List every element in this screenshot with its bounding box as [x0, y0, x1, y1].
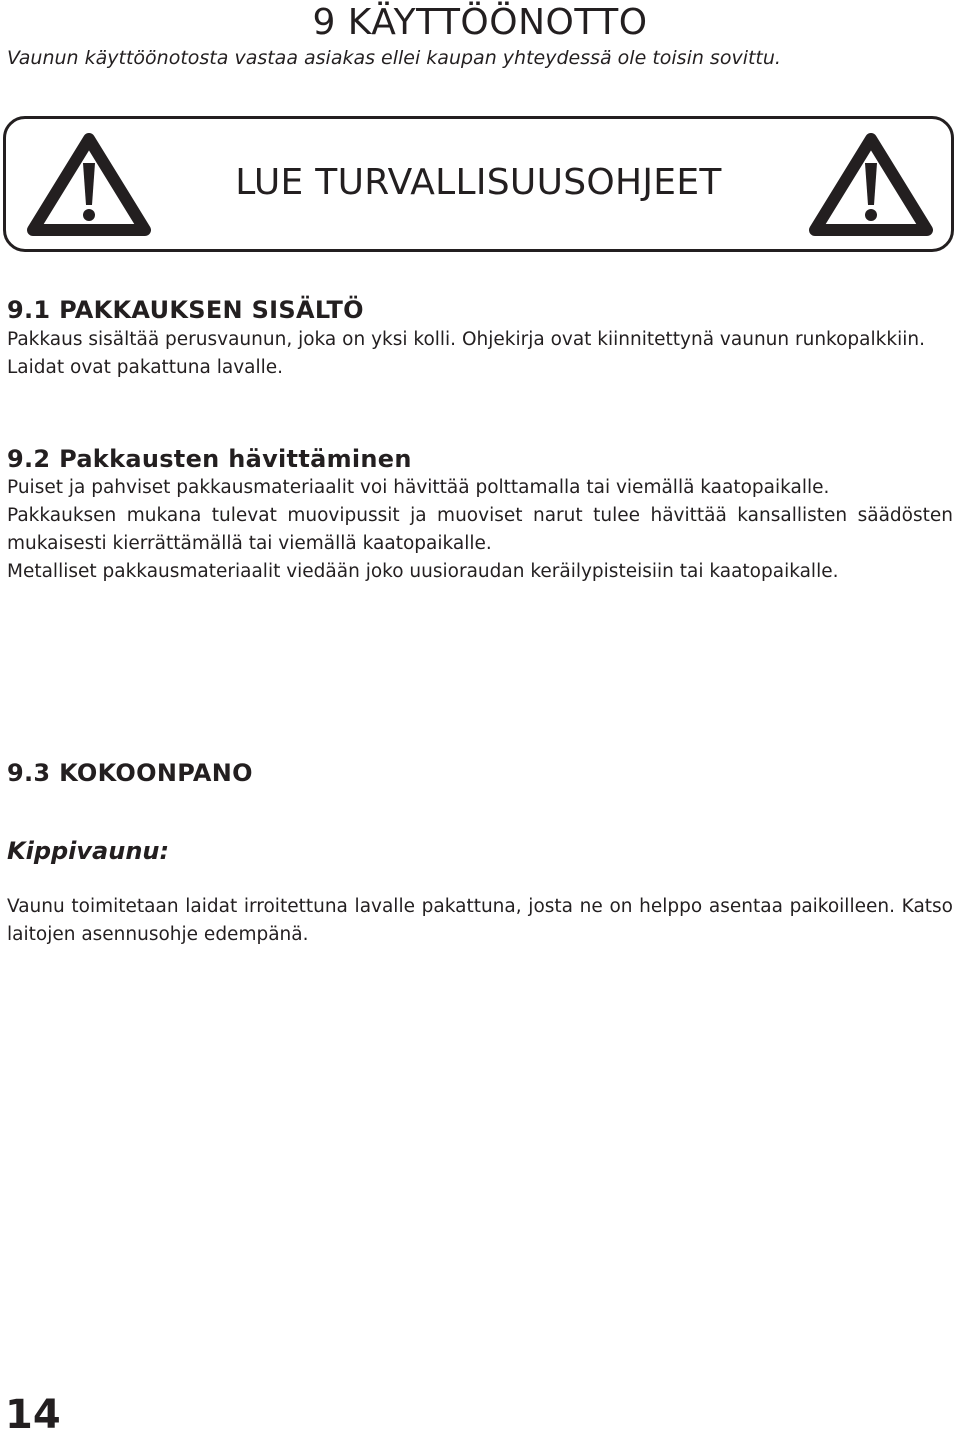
page-title: 9 KÄYTTÖÖNOTTO: [312, 2, 648, 43]
page-number: 14: [5, 1392, 61, 1438]
section-heading-9-2: 9.2 Pakkausten hävittäminen: [7, 445, 412, 473]
warning-triangle-icon: [809, 133, 933, 237]
paragraph-line: Pakkauksen mukana tulevat muovipussit ja muoviset narut tulee hävittää kansallisten säädösten mukaisesti kierrättämällä tai viemällä kaatopaikalle.: [7, 505, 953, 554]
section-9-1-text: [7, 326, 953, 382]
section-heading-9-1: 9.1 PAKKAUKSEN SISÄLTÖ: [7, 296, 364, 324]
section-9-2-text: [7, 474, 953, 586]
safety-warning-box: [3, 116, 954, 252]
intro-text: Vaunun käyttöönotosta vastaa asiakas ellei kaupan yhteydessä ole toisin sovittu.: [7, 47, 781, 69]
section-heading-9-3: 9.3 KOKOONPANO: [7, 759, 253, 787]
paragraph-line: Metalliset pakkausmateriaalit viedään joko uusioraudan keräilypisteisiin tai kaatopaikalle.: [7, 561, 839, 582]
section-9-3-text: Vaunu toimitetaan laidat irroitettuna lavalle pakattuna, josta ne on helppo asentaa paikoilleen. Katso laitojen asennusohje edempänä.: [7, 896, 953, 945]
paragraph-line: Pakkaus sisältää perusvaunun, joka on yksi kolli. Ohjekirja ovat kiinnitettynä vaunun runkopalkkiin.: [7, 329, 925, 350]
subheading-kippivaunu: Kippivaunu:: [7, 837, 170, 865]
paragraph-line: Laidat ovat pakattuna lavalle.: [7, 357, 284, 378]
warning-title: LUE TURVALLISUUSOHJEET: [235, 162, 722, 203]
paragraph-line: Puiset ja pahviset pakkausmateriaalit voi hävittää polttamalla tai viemällä kaatopaikalle.: [7, 477, 830, 498]
